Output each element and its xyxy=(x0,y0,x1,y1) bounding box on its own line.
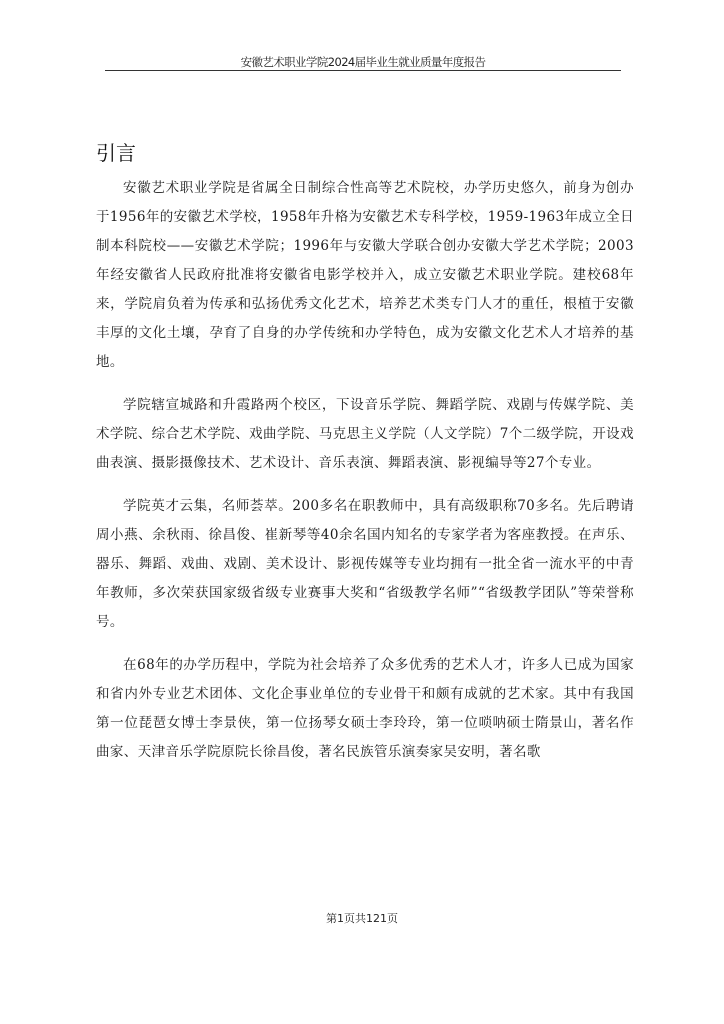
paragraph-campus: 学院辖宣城路和升霞路两个校区，下设音乐学院、舞蹈学院、戏剧与传媒学院、美术学院、综合艺术学院、戏曲学院、马克思主义学院（人文学院）7个二级学院，开设戏曲表演、摄影摄像技术、艺术设计、音乐表演、舞蹈表演、影视编导等27个专业。 xyxy=(96,397,634,471)
page-number: 第1页共121页 xyxy=(326,912,398,925)
paragraph-history: 安徽艺术职业学院是省属全日制综合性高等艺术院校，办学历史悠久，前身为创办于1956年的安徽艺术学校，1958年升格为安徽艺术专科学校，1959-1963年成立全日制本科院校——安徽艺术学院；1996年与安徽大学联合创办安徽大学艺术学院；2003年经安徽省人民政府批准将安徽省电影学校并入，成立安徽艺术职业学院。建校68年来，学院肩负着为传承和弘扬优秀文化艺术，培养艺术类专门人才的重任，根植于安徽丰厚的文化土壤，孕育了自身的办学传统和办学特色，成为安徽文化艺术人才培养的基地。 xyxy=(96,180,634,370)
body-text xyxy=(96,174,634,781)
header-divider xyxy=(105,70,621,71)
page-header: 安徽艺术职业学院2024届毕业生就业质量年度报告 xyxy=(240,55,486,69)
paragraph-alumni: 在68年的办学历程中，学院为社会培养了众多优秀的艺术人才，许多人已成为国家和省内外专业艺术团体、文化企事业单位的专业骨干和颇有成就的艺术家。其中有我国第一位琵琶女博士李景侠，第一位扬琴女硕士李玲玲，第一位唢呐硕士隋景山，著名作曲家、天津音乐学院原院长徐昌俊，著名民族管乐演奏家吴安明，著名歌 xyxy=(96,657,634,760)
section-title: 引言 xyxy=(96,141,136,165)
paragraph-faculty: 学院英才云集，名师荟萃。200多名在职教师中，具有高级职称70多名。先后聘请周小燕、余秋雨、徐昌俊、崔新琴等40余名国内知名的专家学者为客座教授。在声乐、器乐、舞蹈、戏曲、戏剧、美术设计、影视传媒等专业均拥有一批全省一流水平的中青年教师，多次荣获国家级省级专业赛事大奖和“省级教学名师”“省级教学团队”等荣誉称号。 xyxy=(96,498,634,630)
